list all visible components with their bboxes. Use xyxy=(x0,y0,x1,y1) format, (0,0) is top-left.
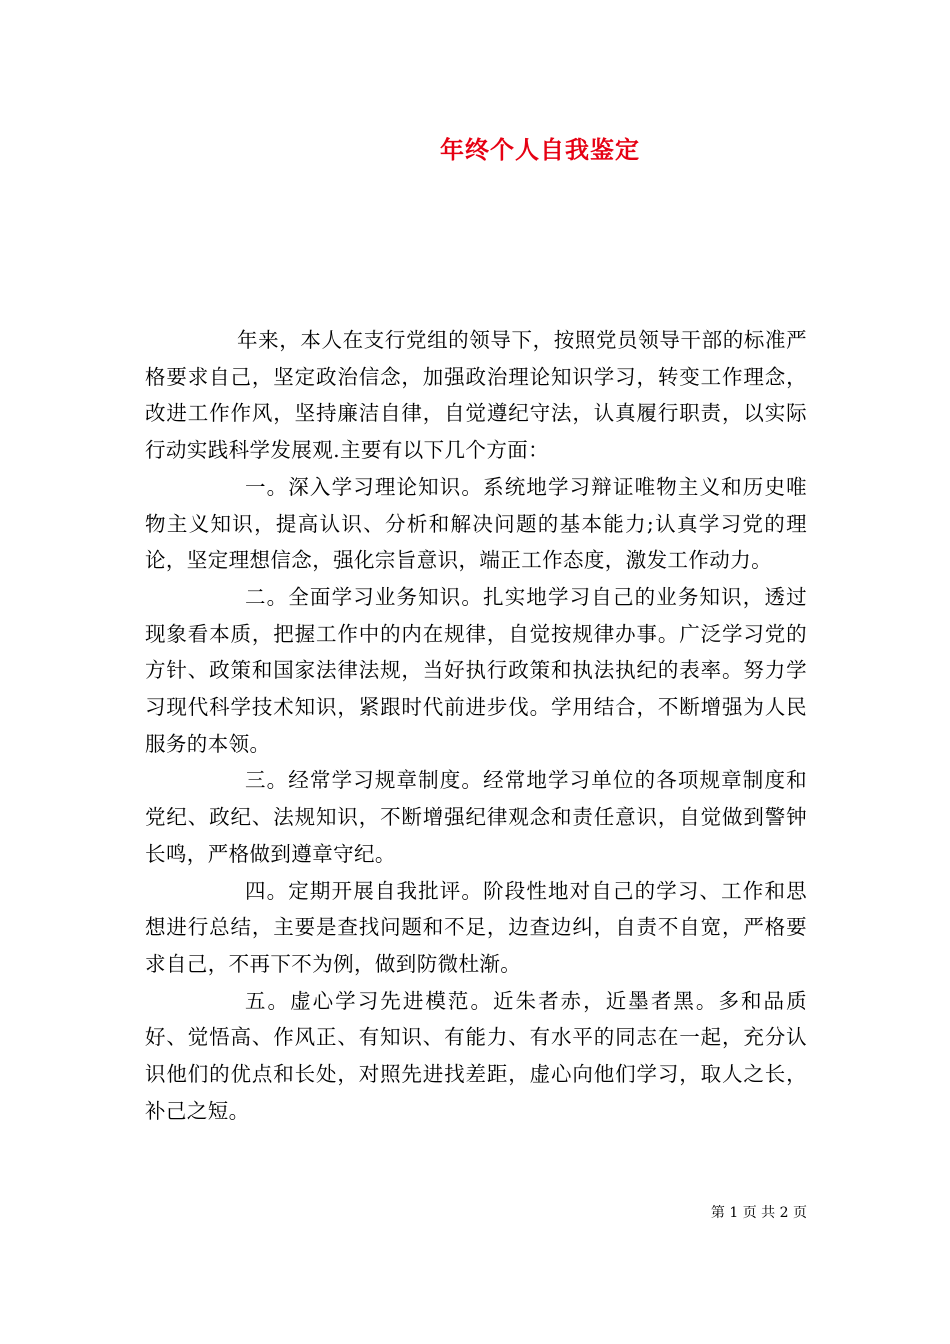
paragraph-section-2: 二。全面学习业务知识。扎实地学习自己的业务知识，透过现象看本质，把握工作中的内在规律，自觉按规律办事。广泛学习党的方针、政策和国家法律法规，当好执行政策和执法执纪的表率。努力学习现代科学技术知识，紧跟时代前进步伐。学用结合，不断增强为人民服务的本领。 xyxy=(145,584,807,756)
paragraph-section-3: 三。经常学习规章制度。经常地学习单位的各项规章制度和党纪、政纪、法规知识，不断增强纪律观念和责任意识，自觉做到警钟长鸣，严格做到遵章守纪。 xyxy=(145,768,807,866)
document-title: 年终个人自我鉴定 xyxy=(440,135,640,164)
document-body xyxy=(145,322,807,1129)
paragraph-section-5: 五。虚心学习先进模范。近朱者赤，近墨者黑。多和品质好、觉悟高、作风正、有知识、有能力、有水平的同志在一起，充分认识他们的优点和长处，对照先进找差距，虚心向他们学习，取人之长，补己之短。 xyxy=(145,988,807,1123)
paragraph-intro: 年来，本人在支行党组的领导下，按照党员领导干部的标准严格要求自己，坚定政治信念，加强政治理论知识学习，转变工作理念，改进工作作风，坚持廉洁自律，自觉遵纪守法，认真履行职责，以实际行动实践科学发展观.主要有以下几个方面： xyxy=(145,328,807,463)
paragraph-section-1: 一。深入学习理论知识。系统地学习辩证唯物主义和历史唯物主义知识，提高认识、分析和解决问题的基本能力;认真学习党的理论，坚定理想信念，强化宗旨意识，端正工作态度，激发工作动力。 xyxy=(145,474,807,573)
page-number-footer: 第 1 页 共 2 页 xyxy=(710,1205,807,1221)
paragraph-section-4: 四。定期开展自我批评。阶段性地对自己的学习、工作和思想进行总结，主要是查找问题和不足，边查边纠，自责不自宽，严格要求自己，不再下不为例，做到防微杜渐。 xyxy=(145,878,807,976)
